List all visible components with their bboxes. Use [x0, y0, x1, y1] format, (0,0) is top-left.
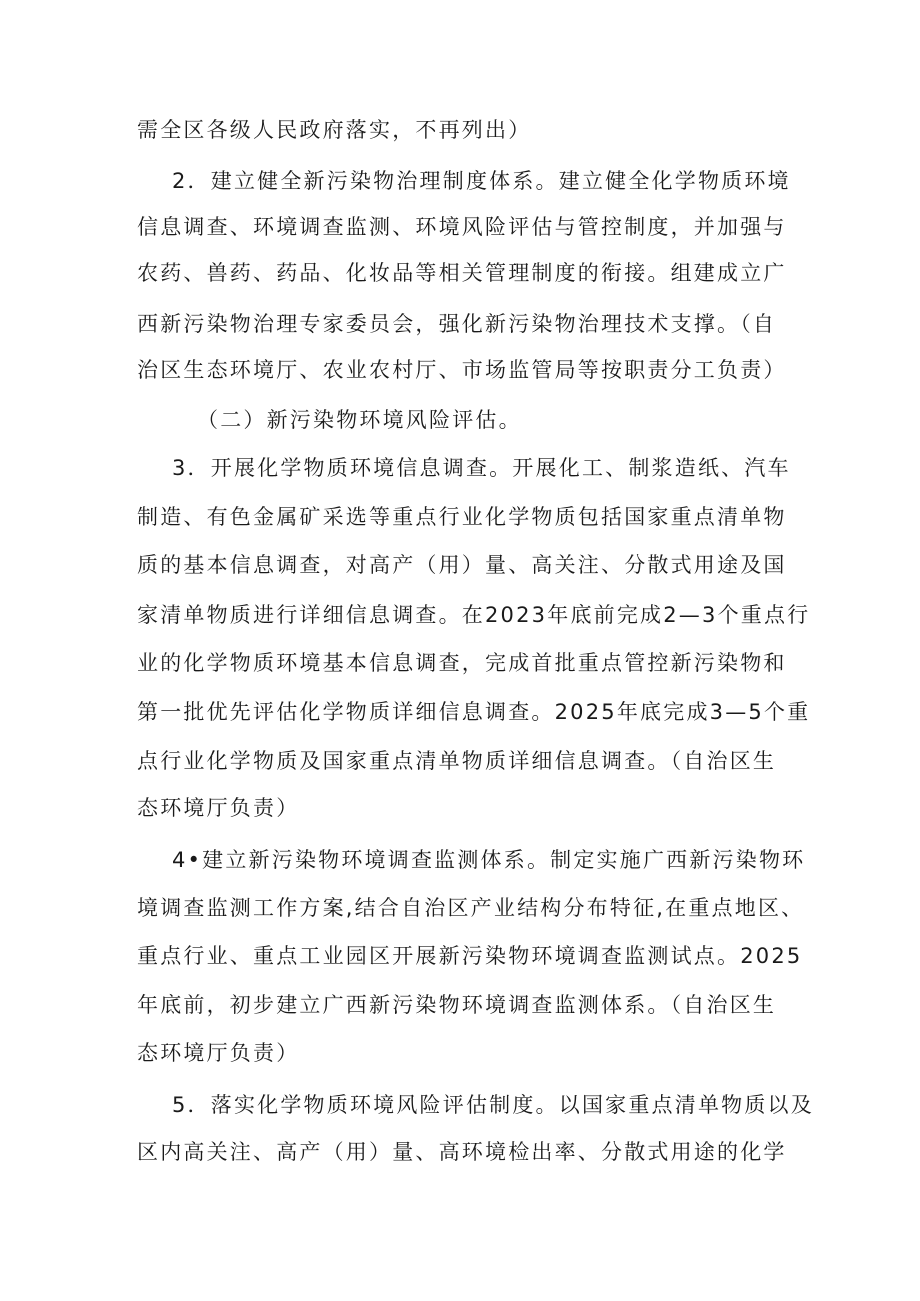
text-line: 年底前，初步建立广西新污染物环境调查监测体系。（自治区生: [137, 993, 777, 1017]
text-line: 区内高关注、高产（用）量、高环境检出率、分散式用途的化学: [137, 1140, 787, 1164]
text-line: 质的基本信息调查，对高产（用）量、高关注、分散式用途及国: [137, 553, 787, 577]
text-line: 5．落实化学物质环境风险评估制度。以国家重点清单物质以及: [172, 1093, 814, 1117]
text-line: 态环境厅负责）: [137, 1041, 300, 1065]
text-line: 第一批优先评估化学物质详细信息调查。2025年底完成3—5个重: [137, 700, 811, 724]
text-line: 治区生态环境厅、农业农村厅、市场监管局等按职责分工负责）: [137, 358, 787, 382]
text-line: 重点行业、重点工业园区开展新污染物环境调查监测试点。2025: [137, 944, 803, 968]
text-line: 农药、兽药、药品、化妆品等相关管理制度的衔接。组建成立广: [137, 261, 787, 285]
text-line: 西新污染物治理专家委员会，强化新污染物治理技术支撑。（自: [137, 312, 777, 336]
text-line: 2．建立健全新污染物治理制度体系。建立健全化学物质环境: [172, 169, 791, 193]
text-line: 点行业化学物质及国家重点清单物质详细信息调查。（自治区生: [137, 749, 777, 773]
text-line: 需全区各级人民政府落实，不再列出）: [137, 118, 532, 142]
text-line: 4•建立新污染物环境调查监测体系。制定实施广西新污染物环: [172, 848, 806, 872]
text-line: 境调查监测工作方案,结合自治区产业结构分布特征,在重点地区、: [137, 896, 805, 920]
text-line: 信息调查、环境调查监测、环境风险评估与管控制度，并加强与: [137, 215, 787, 239]
text-line: 家清单物质进行详细信息调查。在2023年底前完成2—3个重点行: [137, 603, 811, 627]
text-line: 态环境厅负责）: [137, 796, 300, 820]
text-line: 3．开展化学物质环境信息调查。开展化工、制浆造纸、汽车: [172, 456, 791, 480]
text-line: 制造、有色金属矿采选等重点行业化学物质包括国家重点清单物: [137, 505, 787, 529]
section-heading: （二）新污染物环境风险评估。: [197, 408, 522, 432]
text-line: 业的化学物质环境基本信息调查，完成首批重点管控新污染物和: [137, 651, 787, 675]
